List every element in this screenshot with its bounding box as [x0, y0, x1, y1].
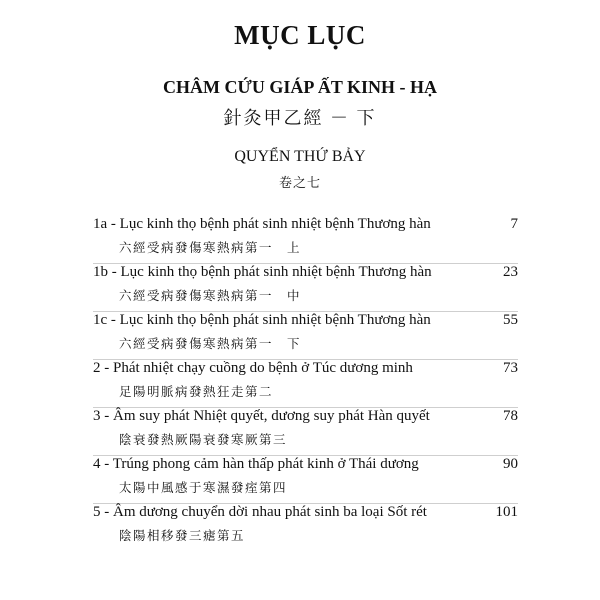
toc-entry-han: 太陽中風感于寒濕發痓第四: [119, 481, 288, 495]
toc-entry[interactable]: [93, 216, 518, 264]
toc-entry-han: 六經受病發傷寒熱病第一 下: [119, 337, 302, 351]
toc-entry-title: 4 - Trúng phong cảm hàn thấp phát kinh ở Thái dương: [93, 456, 419, 472]
toc-entry-page: 101: [495, 504, 518, 520]
volume-title: QUYỂN THỨ BẢY: [234, 148, 366, 165]
toc-entry-title: 1c - Lục kinh thọ bệnh phát sinh nhiệt bệnh Thương hàn: [93, 312, 431, 328]
toc-entry-title: 1a - Lục kinh thọ bệnh phát sinh nhiệt bệnh Thương hàn: [93, 216, 431, 232]
toc-entry-title: 2 - Phát nhiệt chạy cuồng do bệnh ở Túc dương minh: [93, 360, 413, 376]
toc-entry-page: 7: [510, 216, 518, 232]
toc-entry-han: 六經受病發傷寒熱病第一 中: [119, 289, 302, 303]
toc-entry[interactable]: [93, 456, 518, 504]
toc-entry[interactable]: [93, 408, 518, 456]
toc-entry-han: 陰陽相移發三瘧第五: [119, 529, 246, 543]
toc-entry-page: 78: [503, 408, 518, 424]
toc-entry-page: 90: [503, 456, 518, 472]
toc-entry-page: 23: [503, 264, 518, 280]
toc-entry-title: 5 - Âm dương chuyển dời nhau phát sinh ba loại Sốt rét: [93, 504, 427, 520]
toc-entry[interactable]: [93, 312, 518, 360]
toc-entry-han: 足陽明脈病發熱狂走第二: [119, 385, 274, 399]
toc-entry-page: 55: [503, 312, 518, 328]
toc-entry-han: 陰衰發熱厥陽衰發寒厥第三: [119, 433, 288, 447]
toc-entry[interactable]: [93, 264, 518, 312]
toc-entry[interactable]: [93, 360, 518, 408]
page-title: MỤC LỤC: [234, 20, 366, 50]
book-title-han: 針灸甲乙經 － 下: [223, 108, 377, 128]
toc-entry-han: 六經受病發傷寒熱病第一 上: [119, 241, 302, 255]
toc-entry-page: 73: [503, 360, 518, 376]
toc-entry[interactable]: [93, 504, 518, 552]
volume-title-han: 卷之七: [278, 175, 321, 190]
toc-entry-title: 1b - Lục kinh thọ bệnh phát sinh nhiệt bệnh Thương hàn: [93, 264, 432, 280]
table-of-contents: [93, 216, 518, 552]
toc-entry-title: 3 - Âm suy phát Nhiệt quyết, dương suy phát Hàn quyết: [93, 408, 430, 424]
book-title: CHÂM CỨU GIÁP ẤT KINH - HẠ: [163, 77, 437, 97]
